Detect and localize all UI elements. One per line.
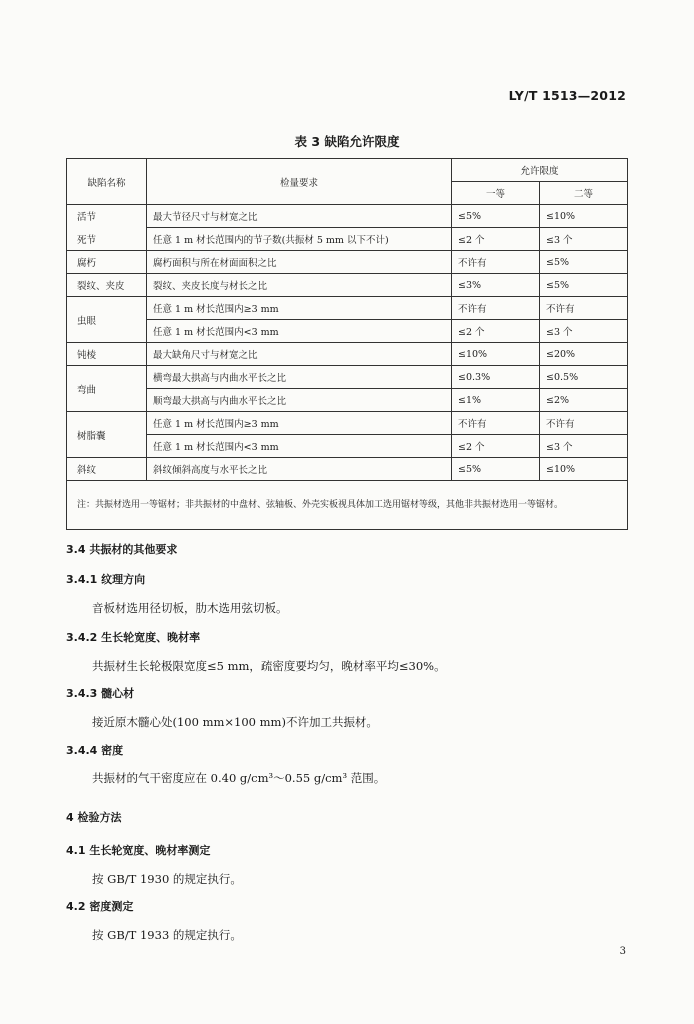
defect-name: 钝棱	[67, 343, 147, 366]
defect-name: 虫眼	[67, 297, 147, 343]
table-row	[67, 435, 628, 458]
defect-requirement: 最大节径尺寸与材宽之比	[147, 205, 452, 228]
grade-1-limit: ≤3%	[452, 274, 540, 297]
grade-1-limit: ≤10%	[452, 343, 540, 366]
defect-requirement: 任意 1 m 材长范围内<3 mm	[147, 435, 452, 458]
grade-1-limit: ≤2 个	[452, 228, 540, 251]
defect-requirement: 横弯最大拱高与内曲水平长之比	[147, 366, 452, 389]
table-row	[67, 389, 628, 412]
defect-name: 弯曲	[67, 366, 147, 412]
grade-2-limit: ≤10%	[540, 205, 628, 228]
grade-2-limit: 不许有	[540, 297, 628, 320]
section-4-1-text: 按 GB/T 1930 的规定执行。	[92, 872, 242, 886]
table-row	[67, 251, 628, 274]
grade-1-limit: ≤0.3%	[452, 366, 540, 389]
grade-1-limit: ≤2 个	[452, 320, 540, 343]
header-requirement: 检量要求	[147, 159, 452, 205]
grade-2-limit: 不许有	[540, 412, 628, 435]
defect-requirement: 裂纹、夹皮长度与材长之比	[147, 274, 452, 297]
defect-name: 活节	[67, 205, 147, 228]
defect-requirement: 斜纹倾斜高度与水平长之比	[147, 458, 452, 481]
grade-2-limit: ≤0.5%	[540, 366, 628, 389]
section-3-4-heading: 3.4 共振材的其他要求	[66, 543, 178, 556]
defect-name: 腐朽	[67, 251, 147, 274]
defect-name: 死节	[67, 228, 147, 251]
grade-2-limit: ≤5%	[540, 274, 628, 297]
section-3-4-3-heading: 3.4.3 髓心材	[66, 687, 135, 700]
section-3-4-1-heading: 3.4.1 纹理方向	[66, 573, 146, 586]
defect-requirement: 腐朽面积与所在材面面积之比	[147, 251, 452, 274]
defect-name: 树脂囊	[67, 412, 147, 458]
grade-2-limit: ≤2%	[540, 389, 628, 412]
grade-1-limit: 不许有	[452, 297, 540, 320]
table-row	[67, 366, 628, 389]
header-limit: 允许限度	[452, 159, 628, 182]
grade-1-limit: ≤1%	[452, 389, 540, 412]
grade-1-limit: ≤2 个	[452, 435, 540, 458]
table-note-row	[67, 481, 628, 530]
section-4-2-text: 按 GB/T 1933 的规定执行。	[92, 928, 242, 942]
table-header-row	[67, 159, 628, 182]
defect-limits-table	[66, 158, 628, 530]
section-3-4-4-heading: 3.4.4 密度	[66, 744, 124, 757]
table-title: 表 3 缺陷允许限度	[294, 134, 400, 149]
defect-name: 斜纹	[67, 458, 147, 481]
grade-2-limit: ≤3 个	[540, 435, 628, 458]
section-3-4-3-text: 接近原木髓心处(100 mm×100 mm)不许加工共振材。	[92, 715, 378, 729]
table-row	[67, 412, 628, 435]
table-row	[67, 228, 628, 251]
grade-2-limit: ≤3 个	[540, 320, 628, 343]
grade-2-limit: ≤5%	[540, 251, 628, 274]
table-note: 注：共振材选用一等锯材；非共振材的中盘材、弦轴板、外壳实板视具体加工选用锯材等级，其他非共振材选用一等锯材。	[67, 481, 628, 530]
defect-name: 裂纹、夹皮	[67, 274, 147, 297]
table-row	[67, 205, 628, 228]
table-row	[67, 274, 628, 297]
header-defect-name: 缺陷名称	[67, 159, 147, 205]
grade-2-limit: ≤10%	[540, 458, 628, 481]
section-4-2-heading: 4.2 密度测定	[66, 900, 134, 913]
header-grade-1: 一等	[452, 182, 540, 205]
section-3-4-2-heading: 3.4.2 生长轮宽度、晚材率	[66, 631, 201, 644]
defect-requirement: 任意 1 m 材长范围内的节子数(共振材 5 mm 以下不计)	[147, 228, 452, 251]
header-grade-2: 二等	[540, 182, 628, 205]
grade-1-limit: 不许有	[452, 251, 540, 274]
page-number: 3	[619, 946, 626, 957]
grade-2-limit: ≤3 个	[540, 228, 628, 251]
table-row	[67, 458, 628, 481]
defect-requirement: 最大缺角尺寸与材宽之比	[147, 343, 452, 366]
grade-1-limit: 不许有	[452, 412, 540, 435]
table-row	[67, 297, 628, 320]
defect-requirement: 任意 1 m 材长范围内<3 mm	[147, 320, 452, 343]
grade-1-limit: ≤5%	[452, 458, 540, 481]
section-4-1-heading: 4.1 生长轮宽度、晚材率测定	[66, 844, 211, 857]
defect-requirement: 任意 1 m 材长范围内≥3 mm	[147, 297, 452, 320]
defect-requirement: 顺弯最大拱高与内曲水平长之比	[147, 389, 452, 412]
table-row	[67, 343, 628, 366]
section-3-4-4-text: 共振材的气干密度应在 0.40 g/cm³～0.55 g/cm³ 范围。	[92, 771, 386, 785]
grade-1-limit: ≤5%	[452, 205, 540, 228]
grade-2-limit: ≤20%	[540, 343, 628, 366]
standard-code: LY/T 1513—2012	[508, 88, 626, 103]
section-3-4-2-text: 共振材生长轮极限宽度≤5 mm，疏密度要均匀，晚材率平均≤30%。	[92, 659, 446, 673]
section-3-4-1-text: 音板材选用径切板，肋木选用弦切板。	[92, 601, 288, 615]
table-row	[67, 320, 628, 343]
section-4-heading: 4 检验方法	[66, 811, 122, 824]
defect-requirement: 任意 1 m 材长范围内≥3 mm	[147, 412, 452, 435]
